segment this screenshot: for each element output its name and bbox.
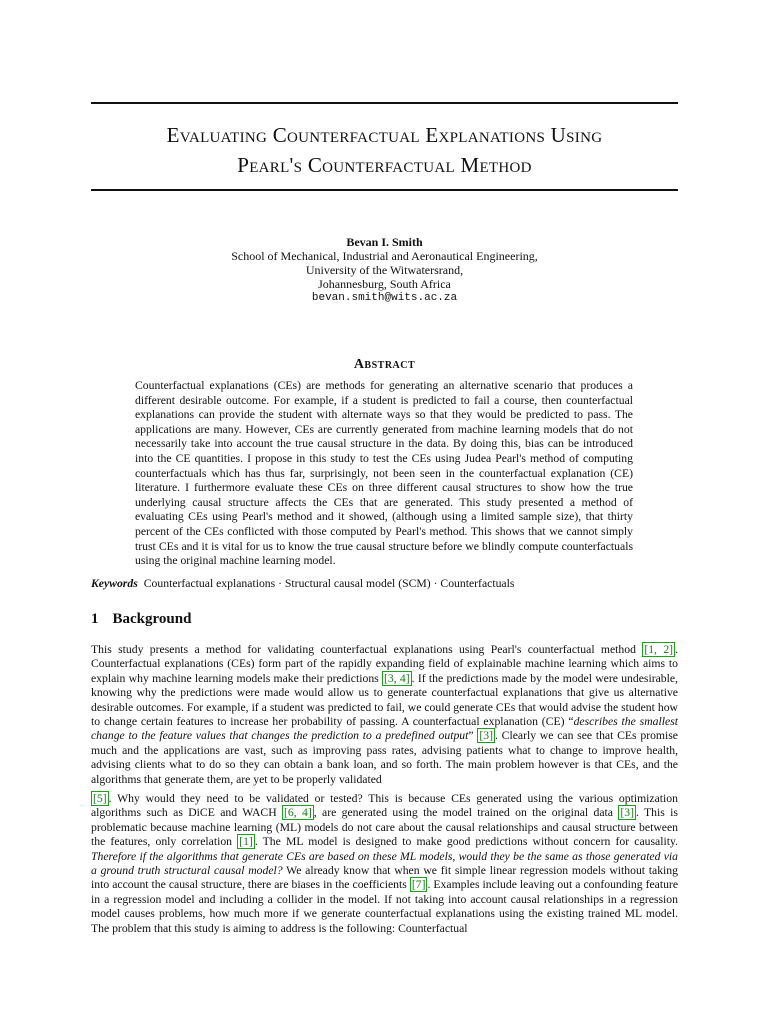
p1-text-e: . Clearly we can see that CEs promise much and the applications are vast, such as improving pass rates, advising patients what to change to improve health, advising clients what to do so they can obtain a bank loan, and so forth. The main problem however is that CEs, and the algorithms that generate them, are yet to be properly validated bbox=[91, 729, 678, 786]
p1-text-a: This study presents a method for validating counterfactual explanations using Pearl's counterfactual method bbox=[91, 643, 643, 656]
citation-link[interactable]: [3, 4] bbox=[383, 671, 410, 685]
citation-link[interactable]: [1, 2] bbox=[644, 643, 674, 656]
p2-text-a: . Why would they need to be validated or tested? This is because CEs generated using the various optimization algorithms such as DiCE and WACH bbox=[91, 792, 678, 820]
p2-text-d: . The ML model is designed to make good predictions without concern for causality. bbox=[254, 835, 678, 849]
citation-link[interactable]: [1] bbox=[239, 835, 253, 849]
author-email: bevan.smith@wits.ac.za bbox=[311, 292, 458, 304]
p1-text-c: . If the predictions made by the model were undesirable, knowing why the predictions were made would allow us to generate counterfactual explanations that give us alternative desirable outcomes. For example, if a student was predicted to fail, we could generate CEs that would advise the student how to change certain features to increase her probability of passing. A counterfactual explanation (CE) “ bbox=[91, 671, 678, 729]
keywords-text: Counterfactual explanations · Structural causal model (SCM) · Counterfactuals bbox=[143, 577, 515, 590]
affiliation-line-3: Johannesburg, South Africa bbox=[318, 277, 451, 291]
p1-quote: describes the smallest change to the feature values that changes the prediction to a predefined output bbox=[91, 715, 678, 743]
keywords-label: Keywords bbox=[91, 577, 138, 590]
title-line-1: Evaluating Counterfactual Explanations Using bbox=[166, 123, 603, 147]
citation-link[interactable]: [3] bbox=[620, 806, 634, 820]
paragraph-2 bbox=[91, 792, 678, 936]
p2-text-f: . Examples include leaving out a confounding feature in a regression model and including a collider in the model. If not taking into account causal relationships in a regression model causes problems, how much more if we generate counterfactual explanations using the existing trained ML model. The problem that this study is aiming to address is the following: Counterfactual bbox=[91, 878, 679, 935]
p2-text-b: , are generated using the model trained on the original data bbox=[313, 806, 619, 820]
p2-text-e: We already know that when we fit simple linear regression models without taking into account the causal structure, there are biases in the coefficients bbox=[91, 864, 678, 892]
title-line-2: Pearl's Counterfactual Method bbox=[237, 153, 532, 177]
citation-link[interactable]: [6, 4] bbox=[283, 806, 312, 820]
affiliation-line-1: School of Mechanical, Industrial and Aeronautical Engineering, bbox=[231, 249, 538, 263]
keywords-line bbox=[91, 577, 678, 591]
citation-link[interactable]: [3] bbox=[479, 729, 493, 743]
p1-text-b: . Counterfactual explanations (CEs) form part of the rapidly expanding field of explainable machine learning which aims to explain why machine learning models make their predictions bbox=[91, 643, 678, 685]
citation-link[interactable]: [7] bbox=[411, 878, 426, 892]
author-block bbox=[91, 235, 678, 305]
p2-italic-question: Therefore if the algorithms that generate CEs are based on these ML models, would they be the same as those generated via a ground truth structural causal model? bbox=[91, 849, 678, 878]
paper-title bbox=[91, 120, 678, 180]
abstract-text: Counterfactual explanations (CEs) are methods for generating an alternative scenario that produces a different desirable outcome. For example, if a student is predicted to fail a course, then counterfactual explanations can provide the student with alternate ways so that they would be predicted to pass. The applications are many. However, CEs are currently generated from machine learning models that do not necessarily take into account the true causal structure in the data. By doing this, bias can be introduced into the CE quantities. I propose in this study to test the CEs using Judea Pearl's method of computing counterfactuals which has thus far, surprisingly, not been seen in the counterfactual explanation (CE) literature. I furthermore evaluate these CEs on three different causal structures to show how the true underlying causal structure affects the CEs that are generated. This study presented a method of evaluating CEs using Pearl's method and it showed, (although using a limited sample size), that thirty percent of the CEs conflicted with those computed by Pearl's method. This shows that we cannot simply trust CEs and it is vital for us to know the true causal structure before we blindly compute counterfactuals using the original machine learning model. bbox=[135, 379, 633, 568]
section-heading bbox=[91, 611, 191, 628]
title-top-rule bbox=[91, 102, 678, 104]
section-number: 1 bbox=[91, 611, 99, 627]
title-bottom-rule bbox=[91, 189, 678, 191]
abstract-heading: Abstract bbox=[353, 357, 416, 372]
affiliation-line-2: University of the Witwatersrand, bbox=[305, 263, 464, 277]
p1-text-d: ” bbox=[468, 729, 478, 743]
section-title: Background bbox=[112, 611, 192, 627]
citation-link[interactable]: [5] bbox=[93, 792, 107, 805]
paragraph-1 bbox=[91, 643, 678, 787]
author-name: Bevan I. Smith bbox=[346, 235, 423, 249]
p2-text-c: . This is problematic because machine learning (ML) models do not care about the causal relationships and causal structure between the features, only correlation bbox=[91, 806, 678, 849]
